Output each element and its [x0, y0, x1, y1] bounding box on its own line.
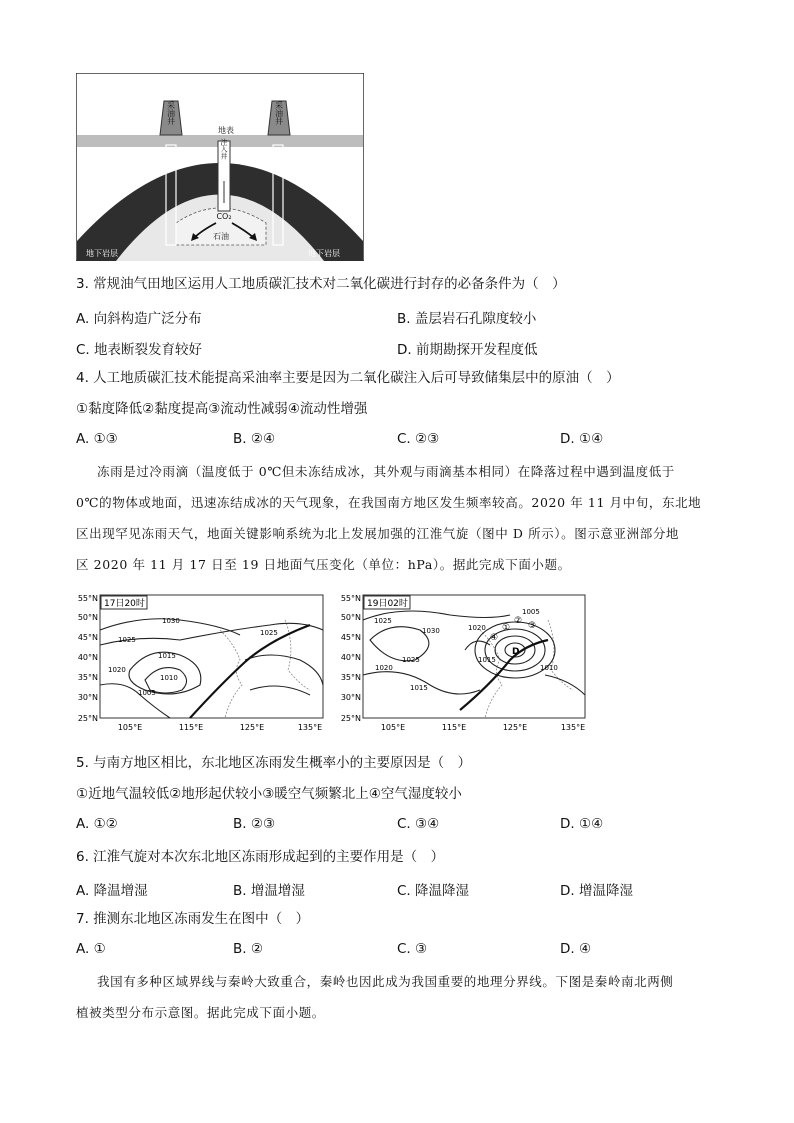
lon-tick-right-2: 125°E — [502, 723, 528, 732]
passage2-line1: 我国有多种区域界线与秦岭大致重合，秦岭也因此成为我国重要的地理分界线。下图是秦岭南北两侧 — [97, 974, 674, 989]
marker-1: ① — [502, 623, 511, 633]
lat-tick-left-3: 40°N — [77, 653, 98, 662]
q3-option-b[interactable]: B. 盖层岩石孔隙度较小 — [397, 311, 537, 327]
q4-option-a[interactable]: A. ①③ — [76, 431, 118, 447]
q6-stem: 6. 江淮气旋对本次东北地区冻雨形成起到的主要作用是（ ） — [76, 849, 445, 865]
marker-d: D — [512, 647, 520, 657]
passage1-line2: 0℃的物体或地面，迅速冻结成冰的天气现象，在我国南方地区发生频率较高。2020 年 11 月中旬，东北地 — [76, 495, 702, 510]
map-right-isobar-8: 1015 — [410, 684, 428, 692]
map-right-isobar-5: 1005 — [522, 608, 540, 616]
map-right — [341, 594, 585, 732]
lat-tick-right-6: 25°N — [340, 714, 361, 723]
lat-tick-left-2: 45°N — [77, 633, 98, 642]
lat-tick-left-1: 50°N — [77, 613, 98, 622]
label-well-right: 采油井 — [274, 101, 284, 125]
passage2-line2: 植被类型分布示意图。据此完成下面小题。 — [76, 1005, 325, 1020]
q4-items: ①黏度降低②黏度提高③流动性减弱④流动性增强 — [76, 401, 368, 417]
lon-tick-right-0: 105°E — [380, 723, 406, 732]
q3-option-c[interactable]: C. 地表断裂发育较好 — [76, 342, 203, 358]
q7-option-b[interactable]: B. ② — [233, 941, 263, 957]
q5-items: ①近地气温较低②地形起伏较小③暖空气频繁北上④空气湿度较小 — [76, 786, 462, 802]
map-right-isobar-1: 1025 — [374, 617, 392, 625]
q3-option-d[interactable]: D. 前期勘探开发程度低 — [397, 342, 538, 358]
lat-tick-left-0: 55°N — [77, 594, 98, 603]
map-right-isobar-0: 1030 — [422, 627, 440, 635]
map-left-isobar-0: 1030 — [162, 617, 180, 625]
figure-carbon-sequestration — [76, 73, 364, 261]
lon-tick-left-1: 115°E — [178, 723, 204, 732]
map-right-isobar-4: 1010 — [540, 664, 558, 672]
label-rock-left: 地下岩层 — [86, 249, 118, 258]
q5-stem: 5. 与南方地区相比，东北地区冻雨发生概率小的主要原因是（ ） — [76, 755, 472, 771]
q5-option-d[interactable]: D. ①④ — [560, 816, 604, 832]
lat-tick-right-3: 40°N — [340, 653, 361, 662]
q6-option-c[interactable]: C. 降温降湿 — [397, 883, 470, 899]
lon-tick-left-0: 105°E — [117, 723, 143, 732]
map-left-title: 17日20时 — [104, 599, 145, 609]
lat-tick-right-2: 45°N — [340, 633, 361, 642]
weather-maps-svg — [70, 590, 600, 735]
q5-option-c[interactable]: C. ③④ — [397, 816, 440, 832]
map-left — [78, 594, 323, 732]
q4-option-d[interactable]: D. ①④ — [560, 431, 604, 447]
q6-option-d[interactable]: D. 增温降湿 — [560, 883, 633, 899]
map-left-isobar-4: 1010 — [160, 674, 178, 682]
map-left-isobar-6: 1005 — [138, 689, 156, 697]
q4-option-b[interactable]: B. ②④ — [233, 431, 276, 447]
map-left-isobar-3: 1015 — [158, 652, 176, 660]
label-inject: 注入井 — [220, 138, 228, 160]
marker-4: ④ — [490, 633, 499, 643]
q6-option-b[interactable]: B. 增温增湿 — [233, 883, 305, 899]
lat-tick-left-4: 35°N — [77, 673, 98, 682]
q7-option-d[interactable]: D. ④ — [560, 941, 592, 957]
lat-tick-right-1: 50°N — [340, 613, 361, 622]
q5-option-b[interactable]: B. ②③ — [233, 816, 276, 832]
lon-tick-right-3: 135°E — [560, 723, 586, 732]
q7-option-c[interactable]: C. ③ — [397, 941, 428, 957]
map-left-isobar-5: 1020 — [108, 666, 126, 674]
map-left-isobar-1: 1025 — [118, 636, 136, 644]
map-right-isobar-7: 1025 — [402, 656, 420, 664]
lon-tick-right-1: 115°E — [441, 723, 467, 732]
q3-option-a[interactable]: A. 向斜构造广泛分布 — [76, 311, 202, 327]
map-right-title: 19日02时 — [367, 599, 408, 609]
map-left-isobar-2: 1025 — [260, 629, 278, 637]
lon-tick-left-2: 125°E — [239, 723, 265, 732]
lon-tick-left-3: 135°E — [297, 723, 323, 732]
q7-stem: 7. 推测东北地区冻雨发生在图中（ ） — [76, 911, 310, 927]
map-right-isobar-3: 1015 — [478, 656, 496, 664]
lat-tick-left-6: 25°N — [77, 714, 98, 723]
passage1-line3: 区出现罕见冻雨天气，地面关键影响系统为北上发展加强的江淮气旋（图中 D 所示）。图示意亚洲部分地 — [76, 526, 680, 541]
lat-tick-right-4: 35°N — [340, 673, 361, 682]
weather-maps — [70, 590, 600, 735]
label-rock-right: 地下岩层 — [308, 249, 340, 258]
q6-option-a[interactable]: A. 降温增湿 — [76, 883, 148, 899]
lat-tick-right-0: 55°N — [340, 594, 361, 603]
label-oil: 石油 — [213, 232, 229, 241]
map-right-isobar-2: 1020 — [468, 624, 486, 632]
marker-2: ② — [514, 616, 523, 626]
label-ground: 地表 — [218, 126, 234, 135]
passage1-line1: 冻雨是过冷雨滴（温度低于 0℃但未冻结成冰，其外观与雨滴基本相同）在降落过程中遇到温度低于 — [97, 464, 675, 479]
map-right-isobar-6: 1020 — [375, 664, 393, 672]
q4-stem: 4. 人工地质碳汇技术能提高采油率主要是因为二氧化碳注入后可导致储集层中的原油（ ） — [76, 370, 620, 386]
q5-option-a[interactable]: A. ①② — [76, 816, 118, 832]
q4-option-c[interactable]: C. ②③ — [397, 431, 440, 447]
label-co2: CO₂ — [216, 212, 232, 221]
marker-3: ③ — [528, 621, 537, 631]
passage1-line4: 区 2020 年 11 月 17 日至 19 日地面气压变化（单位：hPa）。据此完成下面小题。 — [76, 557, 571, 572]
figure-carbon-sequestration-svg — [76, 73, 364, 261]
q3-stem: 3. 常规油气田地区运用人工地质碳汇技术对二氧化碳进行封存的必备条件为（ ） — [76, 276, 566, 292]
lat-tick-left-5: 30°N — [77, 693, 98, 702]
label-well-left: 采油井 — [166, 101, 176, 125]
q7-option-a[interactable]: A. ① — [76, 941, 106, 957]
lat-tick-right-5: 30°N — [340, 693, 361, 702]
